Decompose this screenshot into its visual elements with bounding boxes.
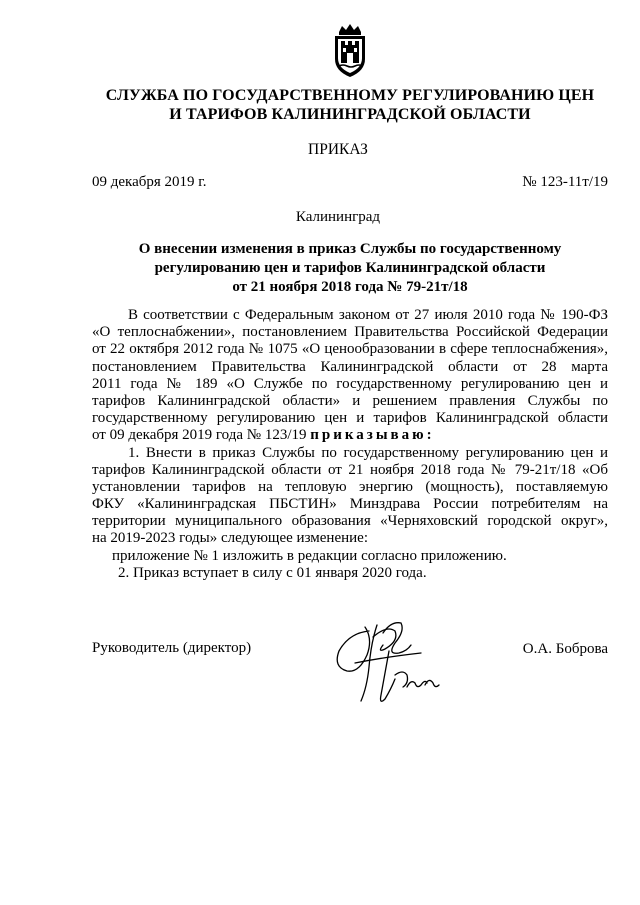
body-line: государственному регулированию цен и тарифов Калининградской области [92, 410, 608, 427]
document-city: Калининград [295, 209, 381, 225]
body-line: от 22 октября 2012 года № 1075 «О ценообразовании в сфере теплоснабжения», [92, 341, 608, 358]
subject-line2: регулированию цен и тарифов Калининградской области [154, 260, 546, 276]
basis-text: от 09 декабря 2019 года № 123/19 [92, 427, 307, 444]
subject-line3: от 21 ноября 2018 года № 79-21т/18 [232, 279, 468, 295]
item1-line: 1. Внести в приказ Службы по государственному регулированию цен и [128, 444, 608, 461]
body-line: постановлением Правительства Калининградской области от 28 марта [92, 358, 608, 375]
body-line: «О теплоснабжении», постановлением Правительства Российской Федерации [92, 324, 608, 341]
organization-title-line1: СЛУЖБА ПО ГОСУДАРСТВЕННОМУ РЕГУЛИРОВАНИЮ ЦЕН [105, 87, 595, 104]
item1-subclause: приложение № 1 изложить в редакции согласно приложению. [112, 547, 507, 564]
document-type: ПРИКАЗ [308, 141, 368, 158]
item1-line: на 2019-2023 годы» следующее изменение: [92, 530, 368, 547]
signatory-name: О.А. Боброва [522, 641, 608, 657]
handwritten-signature [325, 603, 465, 713]
document-body [92, 307, 608, 582]
item2-line: 2. Приказ вступает в силу с 01 января 2020 года. [118, 564, 427, 581]
item1-line: территории муниципального образования «Черняховский городской округ», [92, 513, 608, 530]
organization-title-line2: И ТАРИФОВ КАЛИНИНГРАДСКОЙ ОБЛАСТИ [169, 106, 531, 123]
item1-line: тарифов Калининградской области от 21 ноября 2018 года № 79-21т/18 «Об [92, 461, 608, 478]
coat-of-arms-icon [329, 23, 371, 79]
document-subject [92, 240, 608, 297]
item1-line: ФКУ «Калининградская ПБСТИН» Минздрава России потребителям на [92, 496, 608, 513]
subject-line1: О внесении изменения в приказ Службы по государственному [138, 241, 562, 257]
order-word: приказываю: [310, 427, 435, 444]
organization-title [60, 86, 640, 124]
body-line: 2011 года № 189 «О Службе по государственному регулированию цен и [92, 375, 608, 392]
document-date: 09 декабря 2019 г. [92, 174, 207, 190]
item1-line: установлении тарифов на тепловую энергию (мощность), поставляемую [92, 478, 608, 495]
document-number: № 123-11т/19 [522, 174, 608, 190]
body-line: тарифов Калининградской области» и решением правления Службы по [92, 392, 608, 409]
body-line: В соответствии с Федеральным законом от 27 июля 2010 года № 190-ФЗ [128, 307, 608, 323]
body-line [92, 427, 608, 444]
signatory-position: Руководитель (директор) [92, 640, 252, 656]
